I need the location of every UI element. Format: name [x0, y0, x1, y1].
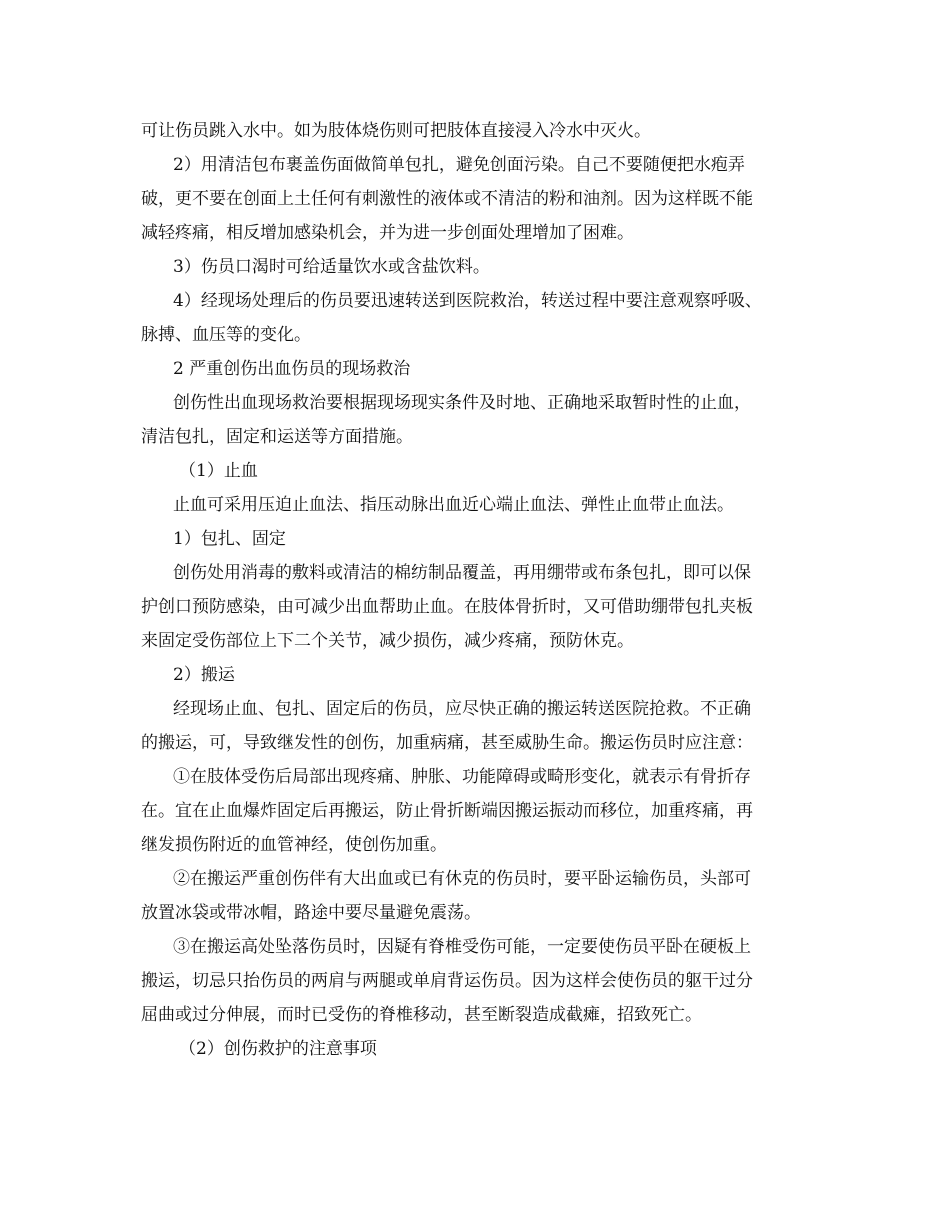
text-line: ②在搬运严重创伤伴有大出血或已有休克的伤员时，要平卧运输伤员，头部可: [173, 869, 751, 889]
text-line: 3）伤员口渴时可给适量饮水或含盐饮料。: [173, 257, 490, 277]
text-line: 4）经现场处理后的伤员要迅速转送到医院救治，转送过程中要注意观察呼吸、: [173, 291, 762, 311]
text-line: 创伤性出血现场救治要根据现场现实条件及时地、正确地采取暂时性的止血，: [173, 393, 751, 413]
subsection-heading: （1）止血: [179, 461, 258, 481]
text-line: 屈曲或过分伸展，而时已受伤的脊椎移动，甚至断裂造成截瘫，招致死亡。: [141, 1005, 702, 1025]
text-line: 经现场止血、包扎、固定后的伤员，应尽快正确的搬运转送医院抢救。不正确: [173, 699, 751, 719]
text-line: 放置冰袋或带冰帽，路途中要尽量避免震荡。: [141, 903, 481, 923]
text-line: 在。宜在止血爆炸固定后再搬运，防止骨折断端因搬运振动而移位，加重疼痛，再: [141, 801, 753, 821]
text-line: ①在肢体受伤后局部出现疼痛、肿胀、功能障碍或畸形变化，就表示有骨折存: [173, 767, 751, 787]
text-line: 2）用清洁包布裹盖伤面做简单包扎，避免创面污染。自己不要随便把水疱弄: [173, 155, 745, 175]
text-line: 可让伤员跳入水中。如为肢体烧伤则可把肢体直接浸入冷水中灭火。: [141, 121, 651, 141]
text-line: 清洁包扎，固定和运送等方面措施。: [141, 427, 413, 447]
subsection-heading: 1）包扎、固定: [173, 529, 286, 549]
text-line: 护创口预防感染，由可减少出血帮助止血。在肢体骨折时，又可借助绷带包扎夹板: [141, 597, 753, 617]
text-line: 来固定受伤部位上下二个关节，减少损伤，减少疼痛，预防休克。: [141, 631, 634, 651]
text-line: 脉搏、血压等的变化。: [141, 325, 311, 345]
text-line: 止血可采用压迫止血法、指压动脉出血近心端止血法、弹性止血带止血法。: [173, 495, 734, 515]
text-line: ③在搬运高处坠落伤员时，因疑有脊椎受伤可能，一定要使伤员平卧在硬板上: [173, 937, 751, 957]
text-line: 继发损伤附近的血管神经，使创伤加重。: [141, 835, 447, 855]
section-heading: 2 严重创伤出血伤员的现场救治: [173, 359, 411, 379]
text-line: 的搬运，可，导致继发性的创伤，加重病痛，甚至威胁生命。搬运伤员时应注意：: [141, 733, 753, 753]
text-line: 减轻疼痛，相反增加感染机会，并为进一步创面处理增加了困难。: [141, 223, 634, 243]
subsection-heading: （2）创伤救护的注意事项: [179, 1039, 377, 1059]
text-line: 创伤处用消毒的敷料或清洁的棉纺制品覆盖，再用绷带或布条包扎，即可以保: [173, 563, 751, 583]
text-line: 搬运，切忌只抬伤员的两肩与两腿或单肩背运伤员。因为这样会使伤员的躯干过分: [141, 971, 753, 991]
text-line: 破，更不要在创面上土任何有刺激性的液体或不清洁的粉和油剂。因为这样既不能: [141, 189, 753, 209]
subsection-heading: 2）搬运: [173, 665, 235, 685]
